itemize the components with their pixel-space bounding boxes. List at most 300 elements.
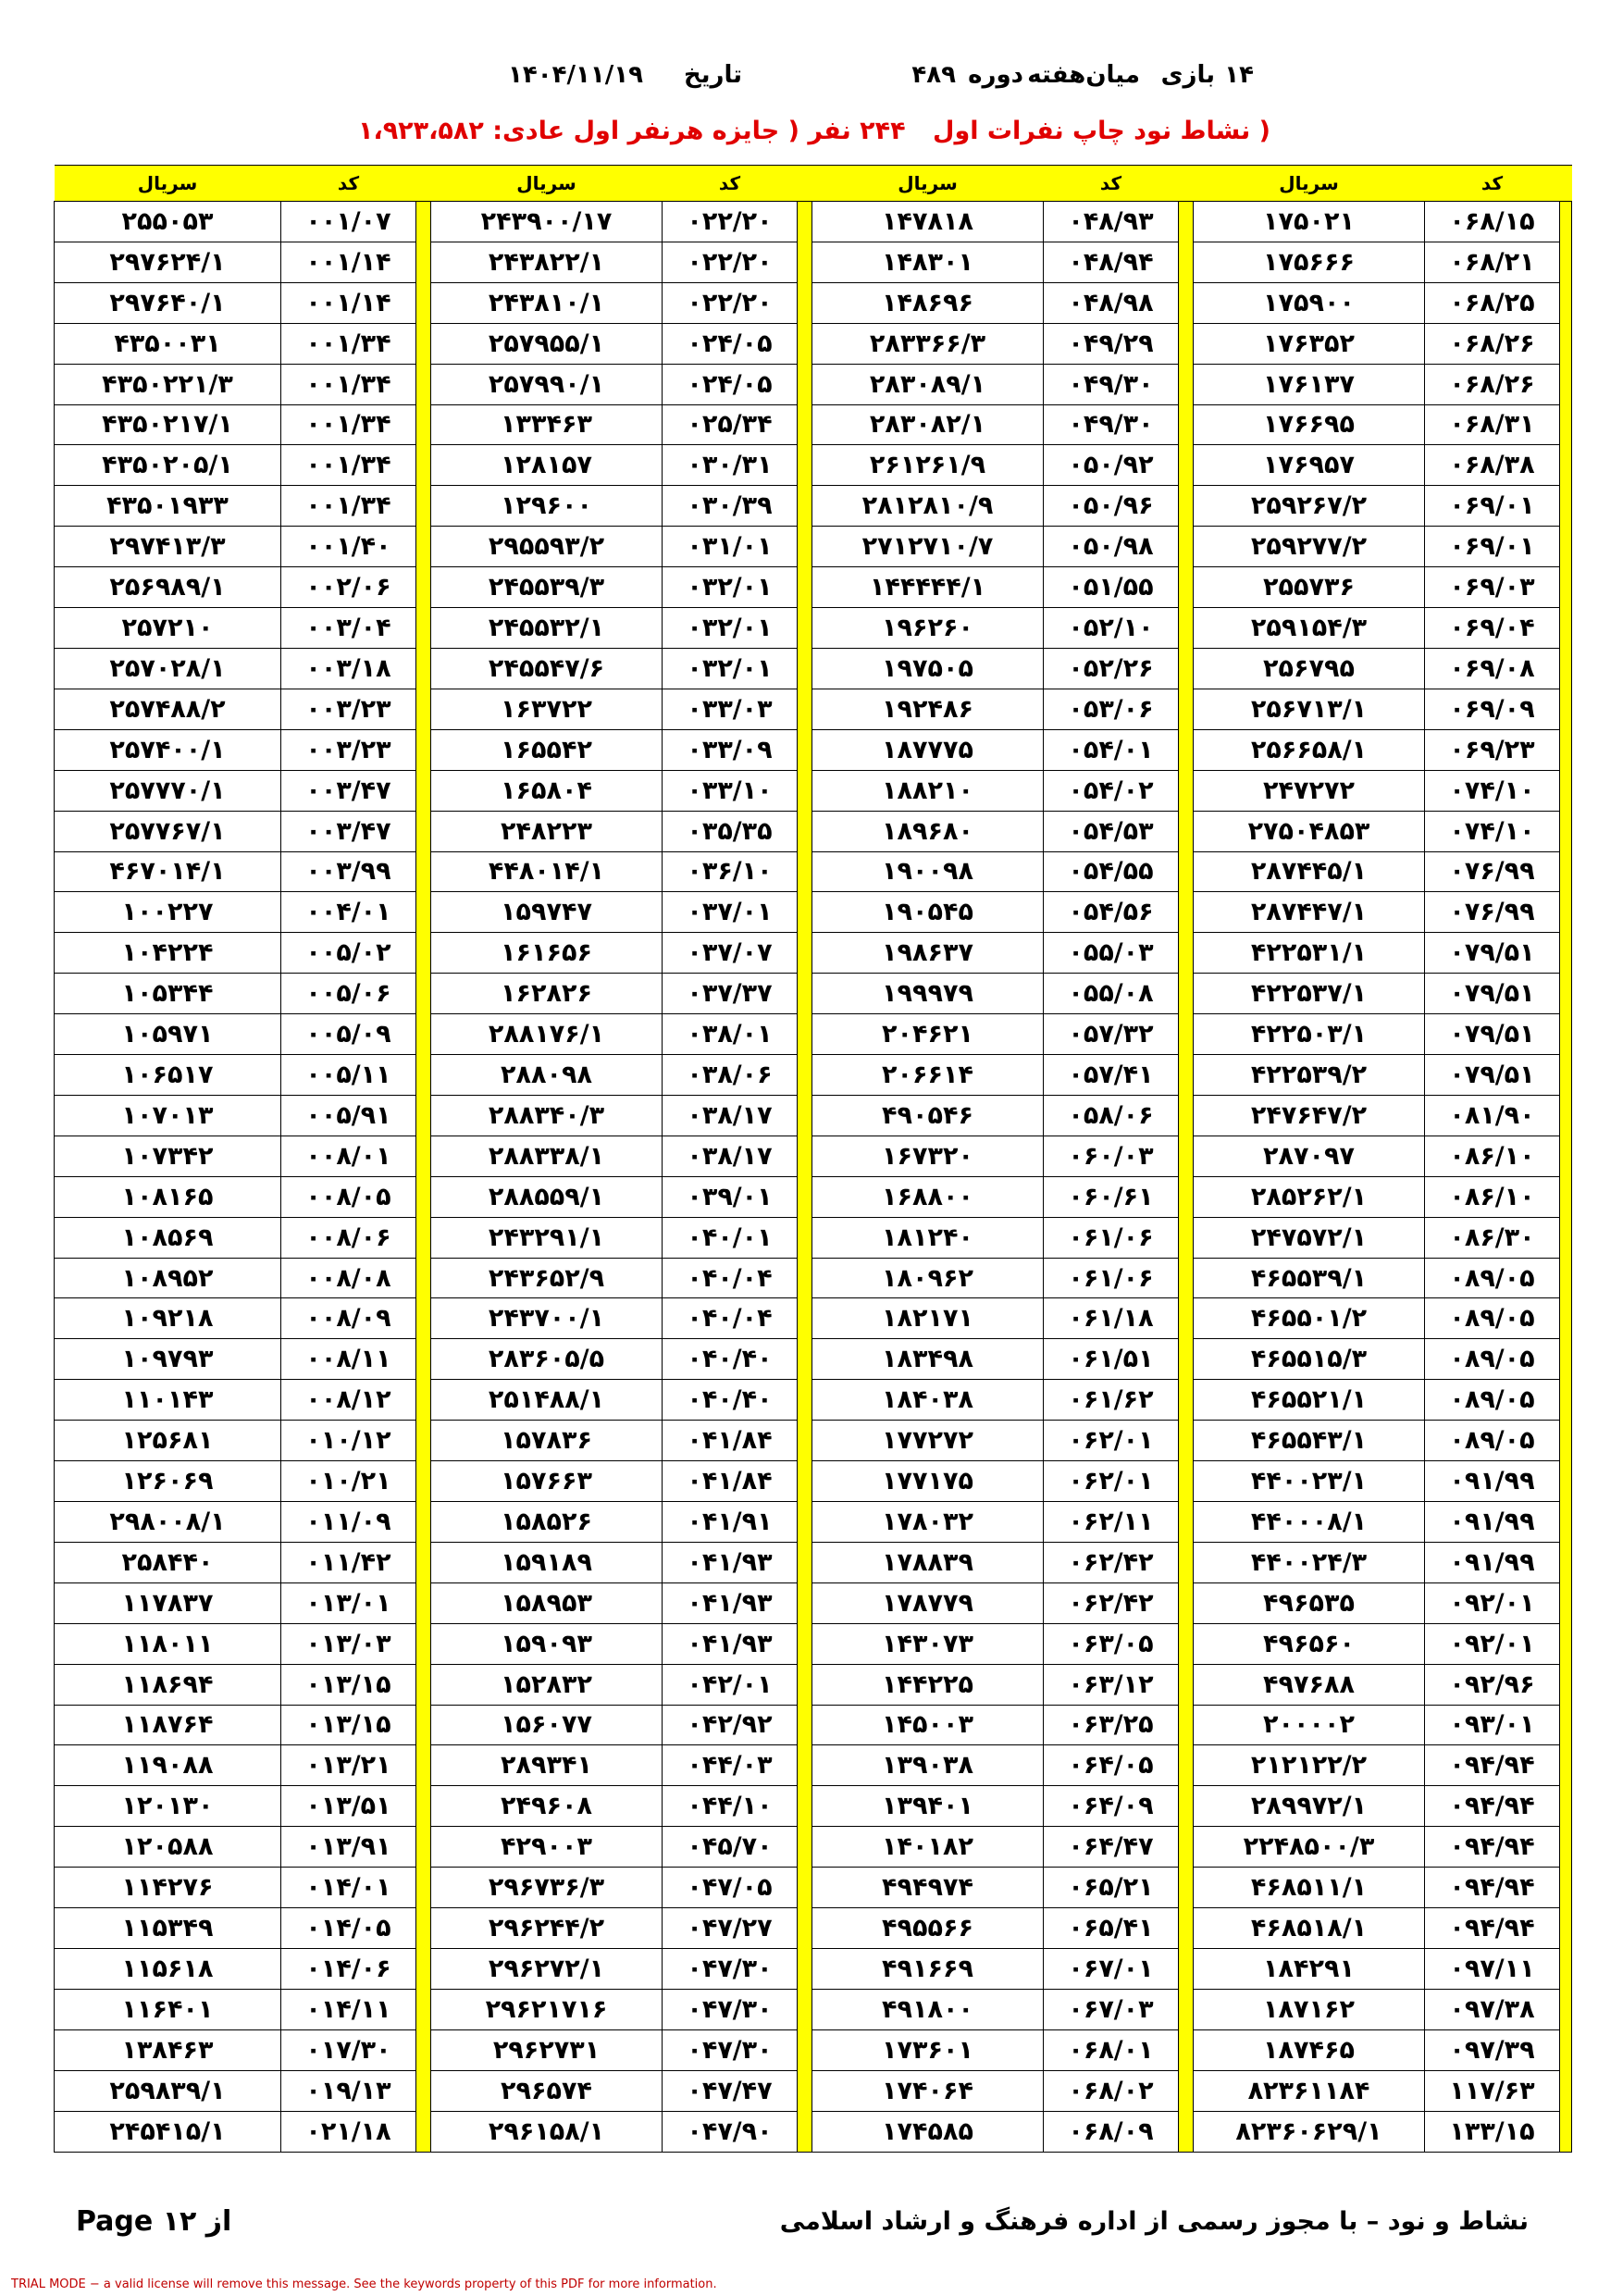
- serial-cell: ۲۰۰۰۰۲: [1194, 1705, 1425, 1745]
- column-separator: [416, 323, 431, 364]
- code-cell: ۰۳۵/۳۵: [663, 811, 798, 851]
- serial-cell: ۱۹۰۵۴۵: [812, 892, 1044, 933]
- column-separator: [1179, 1705, 1194, 1745]
- serial-cell: ۲۵۹۱۵۴/۳: [1194, 608, 1425, 649]
- column-separator: [1179, 242, 1194, 282]
- code-cell: ۰۱۰/۲۱: [281, 1461, 416, 1502]
- column-separator: [1179, 202, 1194, 242]
- column-separator: [416, 933, 431, 974]
- serial-cell: ۱۱۸۷۶۴: [55, 1705, 281, 1745]
- serial-cell: ۲۵۷۷۶۷/۱: [55, 811, 281, 851]
- column-separator: [798, 892, 812, 933]
- code-cell: ۰۰۱/۳۴: [281, 404, 416, 445]
- row-edge: [1560, 527, 1572, 567]
- code-cell: ۰۴۸/۹۴: [1044, 242, 1179, 282]
- serial-cell: ۱۲۵۶۸۱: [55, 1421, 281, 1461]
- column-separator: [798, 933, 812, 974]
- code-cell: ۰۰۱/۳۴: [281, 364, 416, 404]
- serial-cell: ۲۰۴۶۲۱: [812, 1014, 1044, 1055]
- row-edge: [1560, 1827, 1572, 1868]
- serial-cell: ۱۰۷۰۱۳: [55, 1095, 281, 1136]
- serial-cell: ۱۴۰۱۸۲: [812, 1827, 1044, 1868]
- code-cell: ۰۰۱/۳۴: [281, 323, 416, 364]
- code-cell: ۰۶۹/۲۳: [1425, 729, 1560, 770]
- code-cell: ۰۳۲/۰۱: [663, 608, 798, 649]
- code-cell: ۰۴۷/۰۵: [663, 1868, 798, 1908]
- row-edge: [1560, 1258, 1572, 1298]
- column-separator: [416, 689, 431, 729]
- header-gap: [416, 166, 431, 202]
- column-separator: [1179, 729, 1194, 770]
- serial-cell: ۱۷۸۷۷۹: [812, 1582, 1044, 1623]
- column-separator: [416, 202, 431, 242]
- column-separator: [1179, 486, 1194, 527]
- column-separator: [416, 1298, 431, 1339]
- serial-cell: ۴۳۵۰۲۱۷/۱: [55, 404, 281, 445]
- column-separator: [1179, 1948, 1194, 1989]
- table-row: [55, 1908, 1572, 1949]
- column-separator: [798, 527, 812, 567]
- column-separator: [416, 1380, 431, 1421]
- serial-cell: ۲۵۷۷۷۰/۱: [55, 770, 281, 811]
- table-row: [55, 811, 1572, 851]
- column-separator: [798, 1176, 812, 1217]
- column-separator: [416, 527, 431, 567]
- column-separator: [1179, 933, 1194, 974]
- column-separator: [1179, 1582, 1194, 1623]
- code-cell: ۰۶۴/۰۵: [1044, 1745, 1179, 1786]
- serial-cell: ۱۰۸۵۶۹: [55, 1217, 281, 1258]
- column-separator: [1179, 1095, 1194, 1136]
- column-separator: [416, 1623, 431, 1664]
- row-edge: [1560, 892, 1572, 933]
- column-separator: [798, 1258, 812, 1298]
- code-cell: ۰۲۲/۲۰: [663, 282, 798, 323]
- code-cell: ۰۱۴/۰۵: [281, 1908, 416, 1949]
- column-separator: [798, 2070, 812, 2111]
- serial-cell: ۲۸۸۵۵۹/۱: [431, 1176, 663, 1217]
- serial-cell: ۲۵۶۷۱۳/۱: [1194, 689, 1425, 729]
- row-edge: [1560, 2070, 1572, 2111]
- serial-cell: ۱۶۲۸۲۶: [431, 974, 663, 1014]
- column-separator: [798, 1136, 812, 1176]
- row-edge: [1560, 1380, 1572, 1421]
- row-edge: [1560, 1745, 1572, 1786]
- column-separator: [798, 1582, 812, 1623]
- code-cell: ۰۱۱/۴۲: [281, 1542, 416, 1582]
- table-row: [55, 1217, 1572, 1258]
- serial-cell: ۸۲۳۶۰۶۲۹/۱: [1194, 2111, 1425, 2152]
- column-separator: [1179, 974, 1194, 1014]
- code-cell: ۰۴۰/۴۰: [663, 1339, 798, 1380]
- column-separator: [1179, 364, 1194, 404]
- serial-cell: ۴۲۲۵۰۳/۱: [1194, 1014, 1425, 1055]
- column-separator: [1179, 1421, 1194, 1461]
- serial-cell: ۱۵۷۸۳۶: [431, 1421, 663, 1461]
- serial-cell: ۱۱۴۲۷۶: [55, 1868, 281, 1908]
- serial-cell: ۱۴۵۰۰۳: [812, 1705, 1044, 1745]
- column-separator: [416, 486, 431, 527]
- table-row: [55, 2111, 1572, 2152]
- column-separator: [798, 567, 812, 608]
- code-cell: ۰۱۹/۱۳: [281, 2070, 416, 2111]
- column-separator: [1179, 1868, 1194, 1908]
- serial-cell: ۲۸۸۳۳۸/۱: [431, 1136, 663, 1176]
- code-cell: ۰۷۶/۹۹: [1425, 851, 1560, 892]
- column-separator: [1179, 1176, 1194, 1217]
- column-separator: [1179, 1623, 1194, 1664]
- serial-cell: ۱۰۷۳۴۲: [55, 1136, 281, 1176]
- row-edge: [1560, 729, 1572, 770]
- serial-cell: ۲۵۷۲۱۰: [55, 608, 281, 649]
- serial-cell: ۲۴۸۲۲۳: [431, 811, 663, 851]
- period-label: دوره: [968, 61, 1023, 89]
- column-separator: [1179, 1217, 1194, 1258]
- serial-cell: ۲۹۶۵۷۴: [431, 2070, 663, 2111]
- license-note: نشاط و نود – با مجوز رسمی از اداره فرهنگ و ارشاد اسلامی: [779, 2207, 1529, 2236]
- column-separator: [1179, 1014, 1194, 1055]
- serial-cell: ۲۹۶۲۷۳۱: [431, 2029, 663, 2070]
- code-cell: ۰۶۹/۰۴: [1425, 608, 1560, 649]
- serial-cell: ۱۵۶۰۷۷: [431, 1705, 663, 1745]
- row-edge: [1560, 608, 1572, 649]
- serial-cell: ۱۵۹۷۴۷: [431, 892, 663, 933]
- code-cell: ۰۹۴/۹۴: [1425, 1786, 1560, 1827]
- draw-date: ۱۴۰۴/۱۱/۱۹: [508, 61, 643, 89]
- serial-cell: ۲۵۷۹۹۰/۱: [431, 364, 663, 404]
- row-edge: [1560, 567, 1572, 608]
- row-edge: [1560, 282, 1572, 323]
- code-cell: ۰۷۹/۵۱: [1425, 933, 1560, 974]
- row-edge: [1560, 1095, 1572, 1136]
- row-edge: [1560, 1786, 1572, 1827]
- column-separator: [798, 1664, 812, 1705]
- row-edge: [1560, 1014, 1572, 1055]
- serial-cell: ۲۵۱۴۸۸/۱: [431, 1380, 663, 1421]
- code-cell: ۰۲۴/۰۵: [663, 323, 798, 364]
- row-edge: [1560, 2029, 1572, 2070]
- code-cell: ۰۶۵/۲۱: [1044, 1868, 1179, 1908]
- code-cell: ۰۴۸/۹۸: [1044, 282, 1179, 323]
- table-row: [55, 1664, 1572, 1705]
- serial-cell: ۱۸۴۰۳۸: [812, 1380, 1044, 1421]
- code-cell: ۰۴۰/۴۰: [663, 1380, 798, 1421]
- column-separator: [416, 608, 431, 649]
- serial-cell: ۲۹۶۱۵۸/۱: [431, 2111, 663, 2152]
- serial-cell: ۱۶۵۸۰۴: [431, 770, 663, 811]
- table-row: [55, 1055, 1572, 1096]
- column-separator: [416, 1989, 431, 2029]
- column-separator: [1179, 527, 1194, 567]
- serial-cell: ۲۴۵۵۳۲/۱: [431, 608, 663, 649]
- table-row: [55, 1380, 1572, 1421]
- page-indicator: از ۱۲ Page: [76, 2205, 232, 2238]
- serial-cell: ۲۲۴۸۵۰۰/۳: [1194, 1827, 1425, 1868]
- serial-cell: ۲۱۲۱۲۲/۲: [1194, 1745, 1425, 1786]
- code-cell: ۰۵۲/۲۶: [1044, 648, 1179, 689]
- code-cell: ۰۵۲/۱۰: [1044, 608, 1179, 649]
- column-separator: [798, 242, 812, 282]
- serial-cell: ۱۹۰۰۹۸: [812, 851, 1044, 892]
- serial-cell: ۴۹۶۵۳۵: [1194, 1582, 1425, 1623]
- column-separator: [798, 1014, 812, 1055]
- code-cell: ۰۸۱/۹۰: [1425, 1095, 1560, 1136]
- header-gap: [1179, 166, 1194, 202]
- code-cell: ۰۴۹/۳۰: [1044, 364, 1179, 404]
- header-code: کد: [281, 166, 416, 202]
- code-cell: ۰۸۶/۱۰: [1425, 1136, 1560, 1176]
- code-cell: ۰۵۴/۵۶: [1044, 892, 1179, 933]
- code-cell: ۰۶۵/۴۱: [1044, 1908, 1179, 1949]
- column-separator: [798, 1339, 812, 1380]
- code-cell: ۰۷۶/۹۹: [1425, 892, 1560, 933]
- code-cell: ۰۶۲/۱۱: [1044, 1502, 1179, 1543]
- code-cell: ۰۳۰/۳۹: [663, 486, 798, 527]
- serial-cell: ۱۹۹۹۷۹: [812, 974, 1044, 1014]
- column-separator: [416, 2070, 431, 2111]
- serial-cell: ۱۴۴۲۲۵: [812, 1664, 1044, 1705]
- code-cell: ۰۶۷/۰۱: [1044, 1948, 1179, 1989]
- serial-cell: ۲۵۵۷۳۶: [1194, 567, 1425, 608]
- code-cell: ۰۱۳/۲۱: [281, 1745, 416, 1786]
- code-cell: ۰۴۱/۸۴: [663, 1461, 798, 1502]
- column-separator: [1179, 608, 1194, 649]
- game-type: میان‌هفته: [1027, 61, 1140, 89]
- serial-cell: ۲۵۷۰۲۸/۱: [55, 648, 281, 689]
- column-separator: [1179, 323, 1194, 364]
- header-code: کد: [1425, 166, 1560, 202]
- table-row: [55, 1948, 1572, 1989]
- table-row: [55, 974, 1572, 1014]
- code-cell: ۰۹۱/۹۹: [1425, 1461, 1560, 1502]
- code-cell: ۰۰۳/۰۴: [281, 608, 416, 649]
- code-cell: ۰۰۵/۱۱: [281, 1055, 416, 1096]
- serial-cell: ۲۴۳۷۰۰/۱: [431, 1298, 663, 1339]
- code-cell: ۰۶۸/۱۵: [1425, 202, 1560, 242]
- serial-cell: ۲۴۳۸۲۲/۱: [431, 242, 663, 282]
- column-separator: [1179, 1461, 1194, 1502]
- code-cell: ۰۷۹/۵۱: [1425, 1014, 1560, 1055]
- serial-cell: ۱۶۳۷۲۲: [431, 689, 663, 729]
- serial-cell: ۴۳۵۰۲۲۱/۳: [55, 364, 281, 404]
- serial-cell: ۱۲۰۵۸۸: [55, 1827, 281, 1868]
- column-separator: [798, 1868, 812, 1908]
- code-cell: ۰۶۷/۰۳: [1044, 1989, 1179, 2029]
- code-cell: ۰۲۴/۰۵: [663, 364, 798, 404]
- code-cell: ۰۷۴/۱۰: [1425, 770, 1560, 811]
- code-cell: ۰۰۳/۲۳: [281, 729, 416, 770]
- column-separator: [416, 1217, 431, 1258]
- table-row: [55, 608, 1572, 649]
- code-cell: ۰۹۷/۳۹: [1425, 2029, 1560, 2070]
- column-separator: [798, 811, 812, 851]
- serial-cell: ۲۷۱۲۷۱۰/۷: [812, 527, 1044, 567]
- serial-cell: ۲۷۵۰۴۸۵۳: [1194, 811, 1425, 851]
- table-row: [55, 486, 1572, 527]
- table-row: [55, 445, 1572, 486]
- code-cell: ۰۵۷/۳۲: [1044, 1014, 1179, 1055]
- code-cell: ۰۰۵/۰۶: [281, 974, 416, 1014]
- row-edge: [1560, 1582, 1572, 1623]
- serial-cell: ۲۸۷۴۴۷/۱: [1194, 892, 1425, 933]
- code-cell: ۰۶۴/۴۷: [1044, 1827, 1179, 1868]
- table-header-row: [55, 166, 1572, 202]
- winners-table: [54, 165, 1572, 2153]
- serial-cell: ۱۳۹۴۰۱: [812, 1786, 1044, 1827]
- row-edge: [1560, 851, 1572, 892]
- serial-cell: ۱۸۱۲۴۰: [812, 1217, 1044, 1258]
- serial-cell: ۲۴۵۴۱۵/۱: [55, 2111, 281, 2152]
- serial-cell: ۲۵۹۸۳۹/۱: [55, 2070, 281, 2111]
- column-separator: [798, 2029, 812, 2070]
- code-cell: ۰۳۸/۱۷: [663, 1095, 798, 1136]
- code-cell: ۰۸۹/۰۵: [1425, 1421, 1560, 1461]
- code-cell: ۰۵۰/۹۶: [1044, 486, 1179, 527]
- column-separator: [798, 1095, 812, 1136]
- code-cell: ۰۸۹/۰۵: [1425, 1339, 1560, 1380]
- row-edge: [1560, 1542, 1572, 1582]
- column-separator: [1179, 1298, 1194, 1339]
- serial-cell: ۱۷۶۱۳۷: [1194, 364, 1425, 404]
- code-cell: ۰۳۰/۳۱: [663, 445, 798, 486]
- row-edge: [1560, 648, 1572, 689]
- code-cell: ۰۴۷/۲۷: [663, 1908, 798, 1949]
- column-separator: [1179, 1745, 1194, 1786]
- serial-cell: ۱۴۸۳۰۱: [812, 242, 1044, 282]
- serial-cell: ۴۶۵۵۴۳/۱: [1194, 1421, 1425, 1461]
- serial-cell: ۱۵۸۵۲۶: [431, 1502, 663, 1543]
- code-cell: ۰۵۳/۰۶: [1044, 689, 1179, 729]
- column-separator: [1179, 2070, 1194, 2111]
- column-separator: [416, 770, 431, 811]
- code-cell: ۰۵۵/۰۳: [1044, 933, 1179, 974]
- header-serial: سریال: [431, 166, 663, 202]
- row-edge: [1560, 445, 1572, 486]
- serial-cell: ۲۸۸۳۴۰/۳: [431, 1095, 663, 1136]
- row-edge: [1560, 1705, 1572, 1745]
- code-cell: ۱۱۷/۶۳: [1425, 2070, 1560, 2111]
- serial-cell: ۱۷۴۵۸۵: [812, 2111, 1044, 2152]
- code-cell: ۰۶۸/۰۹: [1044, 2111, 1179, 2152]
- serial-cell: ۴۴۸۰۱۴/۱: [431, 851, 663, 892]
- code-cell: ۰۶۱/۱۸: [1044, 1298, 1179, 1339]
- serial-cell: ۴۹۴۹۷۴: [812, 1868, 1044, 1908]
- code-cell: ۰۵۵/۰۸: [1044, 974, 1179, 1014]
- column-separator: [416, 1786, 431, 1827]
- code-cell: ۰۶۸/۳۱: [1425, 404, 1560, 445]
- code-cell: ۰۷۹/۵۱: [1425, 1055, 1560, 1096]
- code-cell: ۰۰۲/۰۶: [281, 567, 416, 608]
- header-serial: سریال: [812, 166, 1044, 202]
- column-separator: [798, 1827, 812, 1868]
- serial-cell: ۲۵۷۴۸۸/۲: [55, 689, 281, 729]
- serial-cell: ۱۱۹۰۸۸: [55, 1745, 281, 1786]
- serial-cell: ۲۵۶۹۸۹/۱: [55, 567, 281, 608]
- column-separator: [1179, 851, 1194, 892]
- serial-cell: ۱۷۸۰۳۲: [812, 1502, 1044, 1543]
- header-code: کد: [1044, 166, 1179, 202]
- game-number: ۱۴: [1224, 61, 1254, 89]
- serial-cell: ۲۸۳۶۰۵/۵: [431, 1339, 663, 1380]
- serial-cell: ۱۴۴۴۴۴/۱: [812, 567, 1044, 608]
- table-row: [55, 1705, 1572, 1745]
- column-separator: [798, 1298, 812, 1339]
- column-separator: [1179, 1827, 1194, 1868]
- column-separator: [416, 1827, 431, 1868]
- serial-cell: ۲۹۶۷۳۶/۳: [431, 1868, 663, 1908]
- code-cell: ۰۹۴/۹۴: [1425, 1908, 1560, 1949]
- column-separator: [1179, 1786, 1194, 1827]
- column-separator: [1179, 2111, 1194, 2152]
- column-separator: [416, 1664, 431, 1705]
- table-row: [55, 1623, 1572, 1664]
- table-row: [55, 567, 1572, 608]
- serial-cell: ۲۹۷۶۴۰/۱: [55, 282, 281, 323]
- serial-cell: ۱۸۹۶۸۰: [812, 811, 1044, 851]
- code-cell: ۰۴۹/۳۰: [1044, 404, 1179, 445]
- serial-cell: ۲۴۳۲۹۱/۱: [431, 1217, 663, 1258]
- row-edge: [1560, 1908, 1572, 1949]
- column-separator: [416, 1176, 431, 1217]
- column-separator: [1179, 1380, 1194, 1421]
- code-cell: ۰۶۹/۰۸: [1425, 648, 1560, 689]
- code-cell: ۰۶۹/۰۱: [1425, 486, 1560, 527]
- column-separator: [798, 1502, 812, 1543]
- code-cell: ۰۰۵/۹۱: [281, 1095, 416, 1136]
- code-cell: ۰۵۰/۹۸: [1044, 527, 1179, 567]
- code-cell: ۰۴۰/۰۱: [663, 1217, 798, 1258]
- row-edge: [1560, 2111, 1572, 2152]
- column-separator: [1179, 1258, 1194, 1298]
- column-separator: [798, 1421, 812, 1461]
- table-row: [55, 1095, 1572, 1136]
- column-separator: [416, 1014, 431, 1055]
- code-cell: ۰۵۷/۴۱: [1044, 1055, 1179, 1096]
- column-separator: [798, 2111, 812, 2152]
- column-separator: [798, 445, 812, 486]
- row-edge: [1560, 1298, 1572, 1339]
- header-serial: سریال: [55, 166, 281, 202]
- code-cell: ۰۶۸/۲۶: [1425, 364, 1560, 404]
- code-cell: ۰۰۱/۰۷: [281, 202, 416, 242]
- column-separator: [1179, 1502, 1194, 1543]
- code-cell: ۰۰۴/۰۱: [281, 892, 416, 933]
- serial-cell: ۱۷۶۳۵۲: [1194, 323, 1425, 364]
- table-row: [55, 770, 1572, 811]
- serial-cell: ۲۹۶۲۴۴/۲: [431, 1908, 663, 1949]
- trial-notice: TRIAL MODE − a valid license will remove this message. See the keywords property of this PDF for more information.: [11, 2277, 717, 2291]
- code-cell: ۰۹۲/۰۱: [1425, 1623, 1560, 1664]
- table-row: [55, 1502, 1572, 1543]
- code-cell: ۰۹۲/۹۶: [1425, 1664, 1560, 1705]
- serial-cell: ۴۶۵۵۰۱/۲: [1194, 1298, 1425, 1339]
- table-row: [55, 1786, 1572, 1827]
- column-separator: [798, 282, 812, 323]
- serial-cell: ۱۹۶۲۶۰: [812, 608, 1044, 649]
- serial-cell: ۲۸۷۰۹۷: [1194, 1136, 1425, 1176]
- code-cell: ۰۳۳/۱۰: [663, 770, 798, 811]
- table-row: [55, 1582, 1572, 1623]
- serial-cell: ۱۲۶۰۶۹: [55, 1461, 281, 1502]
- column-separator: [416, 1421, 431, 1461]
- serial-cell: ۴۲۲۵۳۷/۱: [1194, 974, 1425, 1014]
- serial-cell: ۴۴۰۰۰۸/۱: [1194, 1502, 1425, 1543]
- column-separator: [416, 1055, 431, 1096]
- code-cell: ۰۶۲/۰۱: [1044, 1421, 1179, 1461]
- column-separator: [416, 1705, 431, 1745]
- code-cell: ۰۴۲/۹۲: [663, 1705, 798, 1745]
- code-cell: ۰۰۸/۱۲: [281, 1380, 416, 1421]
